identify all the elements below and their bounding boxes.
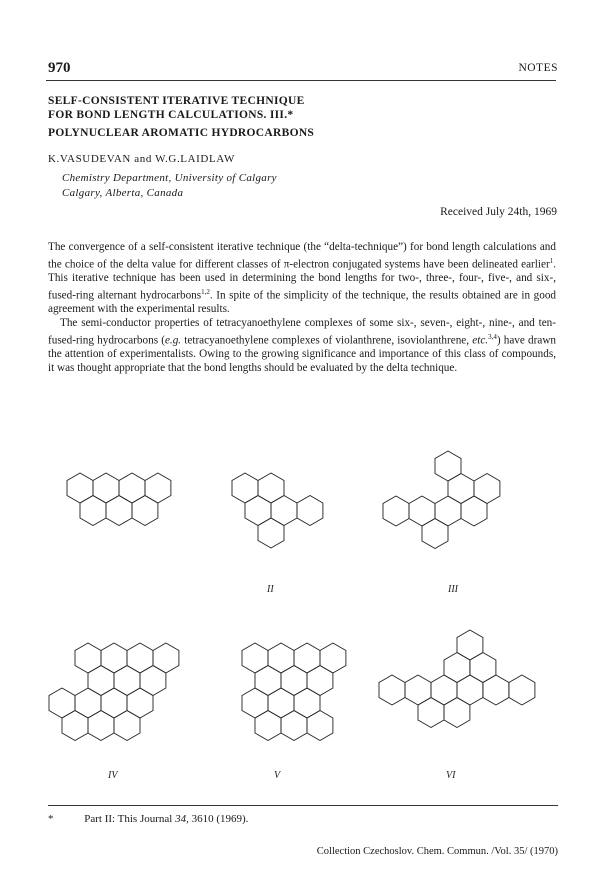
ring <box>307 711 333 741</box>
structure-V <box>242 643 346 741</box>
ring <box>114 666 140 696</box>
structure-II <box>232 473 323 548</box>
ring <box>444 698 470 728</box>
ring <box>483 675 509 705</box>
ring <box>435 496 461 526</box>
page-number: 970 <box>48 60 71 76</box>
ring <box>62 711 88 741</box>
ring <box>258 473 284 503</box>
journal-footer: Collection Czechoslov. Chem. Commun. /Vol. 35/ (1970) <box>316 846 558 857</box>
reference-superscript: 3,4 <box>488 332 497 341</box>
label-V: V <box>274 770 281 781</box>
structure-III <box>383 451 500 549</box>
label-II: II <box>267 584 274 595</box>
title-line-1: SELF-CONSISTENT ITERATIVE TECHNIQUE <box>48 95 305 107</box>
ring <box>255 666 281 696</box>
ring <box>80 496 106 526</box>
ring <box>461 496 487 526</box>
authors: K.VASUDEVAN and W.G.LAIDLAW <box>48 153 235 165</box>
ring <box>88 711 114 741</box>
structure-I <box>67 473 171 526</box>
ring <box>114 711 140 741</box>
affiliation-line-1: Chemistry Department, University of Calgary <box>62 172 277 184</box>
footnote: * Part II: This Journal 34, 3610 (1969). <box>48 813 249 825</box>
ring <box>271 496 297 526</box>
body-text <box>48 241 556 376</box>
ring <box>448 474 474 504</box>
ring <box>281 711 307 741</box>
ring <box>509 675 535 705</box>
ring <box>418 698 444 728</box>
footnote-mark: * <box>48 813 54 825</box>
affiliation-line-2: Calgary, Alberta, Canada <box>62 187 184 199</box>
ring <box>409 496 435 526</box>
ring <box>88 666 114 696</box>
ring <box>268 643 294 673</box>
ring <box>431 675 457 705</box>
ring <box>49 688 75 718</box>
label-III: III <box>448 584 458 595</box>
ring <box>75 688 101 718</box>
ring <box>255 711 281 741</box>
structure-VI <box>379 630 535 728</box>
ring <box>101 643 127 673</box>
ring <box>127 643 153 673</box>
paragraph-1: The convergence of a self-consistent iterative technique (the “delta-technique”) for bond length calculations and the choice of the delta value for different classes of π-electron conjugated systems have been delineated earlier$^1$. This iterative technique has been used in determining the bond lengths for two-, three-, four-, five-, and six-, fused-ring alternant hydrocarbons$^{1,2}$. In spite of the simplicity of the technique, the results obtained are in good agreement with the experimental results. <box>48 241 557 316</box>
ring <box>106 496 132 526</box>
title-line-2: FOR BOND LENGTH CALCULATIONS. III.* <box>48 109 294 121</box>
ring <box>320 643 346 673</box>
ring <box>405 675 431 705</box>
ring <box>294 688 320 718</box>
header-rule <box>46 80 556 81</box>
ring <box>294 643 320 673</box>
ring <box>297 496 323 526</box>
received-date: Received July 24th, 1969 <box>440 206 557 218</box>
ring <box>75 643 101 673</box>
ring <box>435 451 461 481</box>
ring <box>242 688 268 718</box>
reference-superscript: 1 <box>549 256 554 265</box>
ring <box>153 643 179 673</box>
ring <box>444 653 470 683</box>
title-line-3: POLYNUCLEAR AROMATIC HYDROCARBONS <box>48 127 315 139</box>
label-VI: VI <box>446 770 456 781</box>
ring <box>474 474 500 504</box>
ring <box>232 473 258 503</box>
footnote-rule <box>48 805 558 806</box>
ring <box>258 518 284 548</box>
ring <box>140 666 166 696</box>
ring <box>127 688 153 718</box>
label-IV: IV <box>108 770 118 781</box>
structure-figure <box>40 440 560 800</box>
ring <box>281 666 307 696</box>
ring <box>457 675 483 705</box>
ring <box>268 688 294 718</box>
ring <box>101 688 127 718</box>
ring <box>242 643 268 673</box>
ring <box>379 675 405 705</box>
running-header: NOTES <box>518 62 558 74</box>
ring <box>307 666 333 696</box>
structure-IV <box>49 643 179 741</box>
ring <box>457 630 483 660</box>
ring <box>245 496 271 526</box>
ring <box>422 519 448 549</box>
ring <box>119 473 145 503</box>
ring <box>470 653 496 683</box>
ring <box>383 496 409 526</box>
ring <box>132 496 158 526</box>
ring <box>145 473 171 503</box>
ring <box>93 473 119 503</box>
paragraph-2: The semi-conductor properties of tetracyanoethylene complexes of some six-, seven-, eight-, nine-, and ten- fused-ring hydrocarbons (e.g. tetracyanoethylene complexes of violanthrene, isoviolanthrene, etc.$^{3,4}$) have drawn the attention of experimentalists. Owing to the growing significance and importance of this class of compounds, it was thought appropriate that the bond lengths should be evaluated by the delta technique. <box>48 316 556 374</box>
reference-superscript: 1,2 <box>201 287 210 296</box>
ring <box>67 473 93 503</box>
